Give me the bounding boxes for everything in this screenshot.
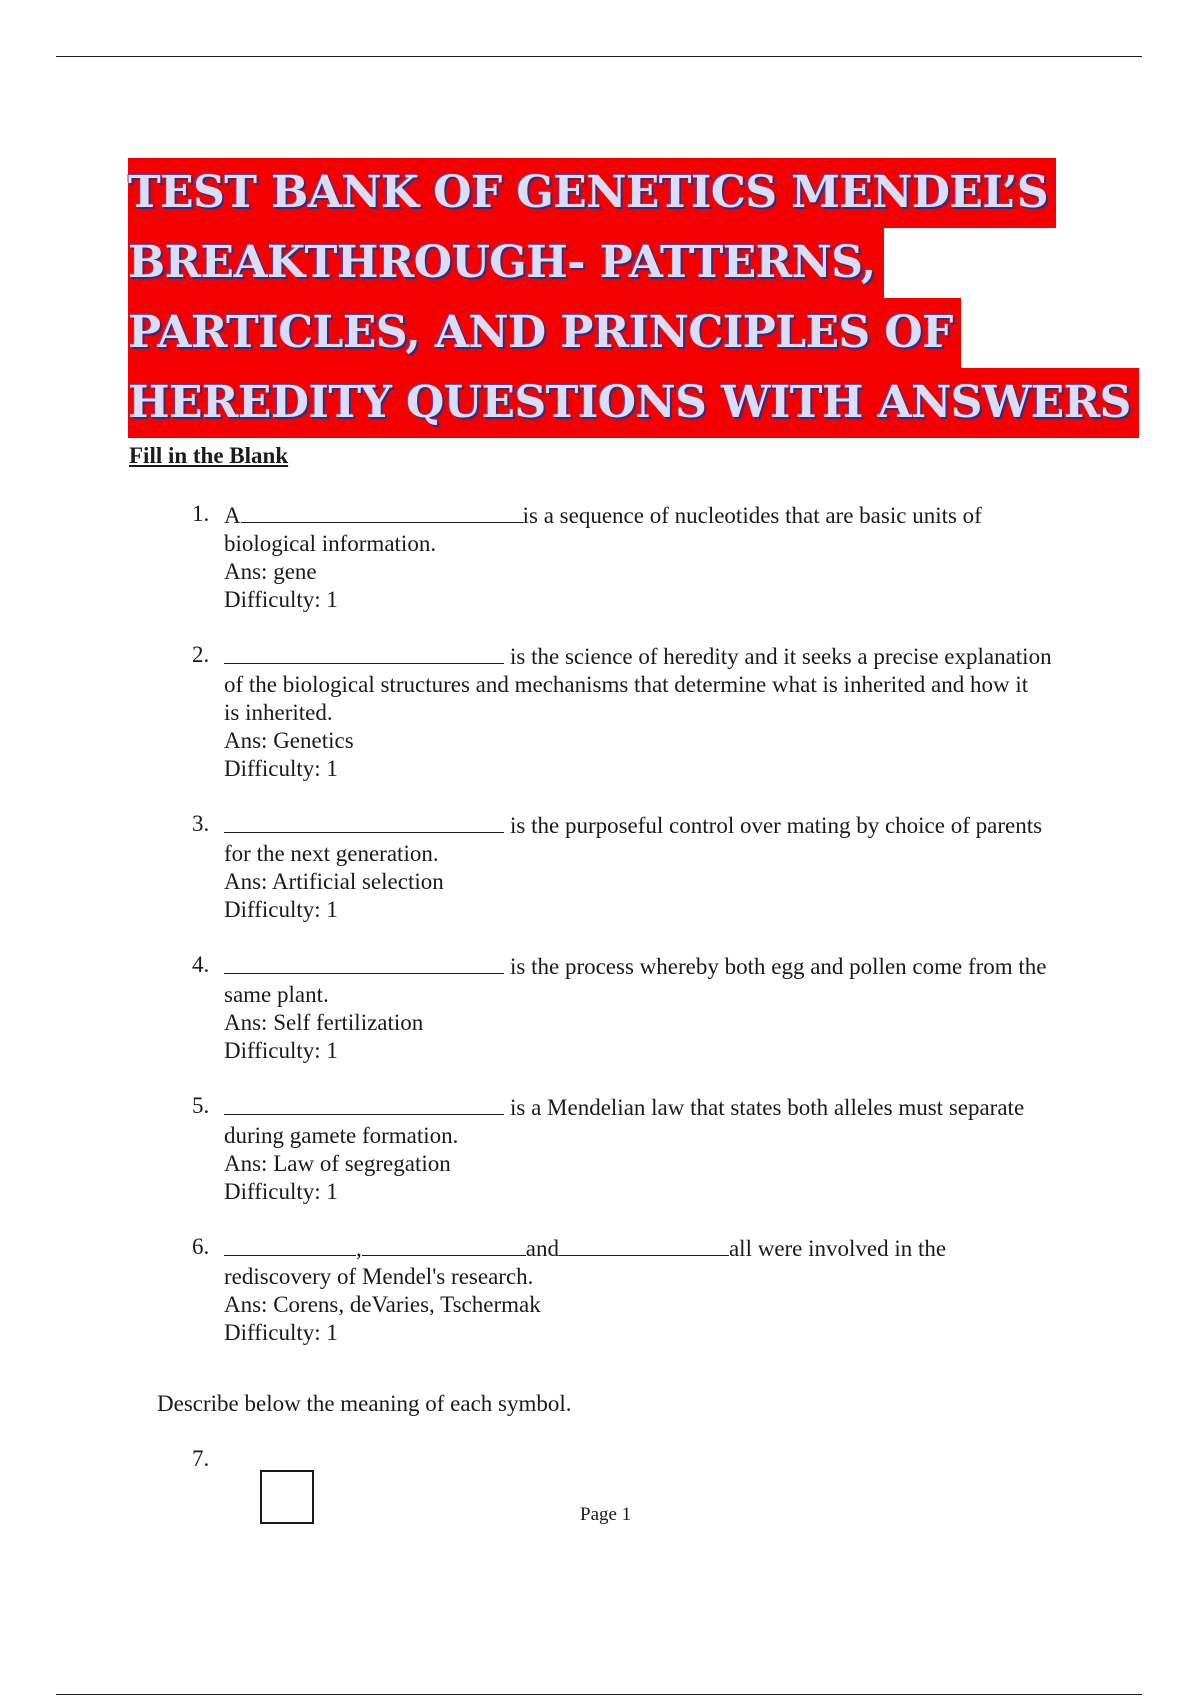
describe-instruction: Describe below the meaning of each symbol. (157, 1391, 572, 1416)
question-6 (192, 1233, 1092, 1347)
question-number: 6. (192, 1234, 210, 1259)
question-number: 5. (192, 1093, 210, 1118)
question-number: 4. (192, 952, 210, 977)
difficulty-text: Difficulty: 1 (224, 1038, 338, 1063)
question-text: during gamete formation. (224, 1123, 459, 1148)
question-text: is the purposeful control over mating by choice of parents (510, 813, 1043, 838)
question-line (224, 500, 1092, 530)
question-line (224, 1092, 1092, 1122)
question-line (224, 641, 1092, 671)
question-text: is the science of heredity and it seeks a precise explanation (510, 644, 1052, 669)
answer-text: Ans: Artificial selection (224, 869, 444, 894)
difficulty-text: Difficulty: 1 (224, 1179, 338, 1204)
answer-blank (362, 1233, 526, 1256)
document-title (128, 158, 1139, 438)
title-line: HEREDITY QUESTIONS WITH ANSWERS (128, 368, 1139, 438)
difficulty-text: Difficulty: 1 (224, 587, 338, 612)
bottom-rule (56, 1694, 1142, 1695)
question-1 (192, 500, 1092, 614)
question-text: same plant. (224, 982, 329, 1007)
difficulty-text: Difficulty: 1 (224, 1320, 338, 1345)
square-symbol-icon (260, 1470, 314, 1524)
question-list (192, 500, 1092, 1347)
answer-text: Ans: Corens, deVaries, Tschermak (224, 1292, 541, 1317)
question-3 (192, 810, 1092, 924)
section-heading: Fill in the Blank (129, 443, 289, 468)
answer-blank (224, 1092, 504, 1115)
question-text: is a sequence of nucleotides that are basic units of (522, 503, 982, 528)
question-7-number: 7. (192, 1446, 210, 1471)
question-text: biological information. (224, 531, 437, 556)
question-line (224, 810, 1092, 840)
question-text: of the biological structures and mechanisms that determine what is inherited and how it (224, 672, 1029, 697)
question-text: is inherited. (224, 700, 333, 725)
question-number: 3. (192, 811, 210, 836)
blank-separator: and (525, 1236, 559, 1261)
question-text: is the process whereby both egg and pollen come from the (510, 954, 1047, 979)
answer-blank (224, 1233, 356, 1256)
question-text: rediscovery of Mendel's research. (224, 1264, 534, 1289)
top-rule (56, 56, 1142, 57)
answer-text: Ans: Self fertilization (224, 1010, 424, 1035)
title-line: TEST BANK OF GENETICS MENDEL’S (128, 158, 1056, 228)
question-line (224, 1233, 1092, 1263)
blank-separator: , (356, 1236, 362, 1261)
question-2 (192, 641, 1092, 783)
difficulty-text: Difficulty: 1 (224, 897, 338, 922)
question-4 (192, 951, 1092, 1065)
page-number: Page 1 (580, 1504, 632, 1525)
title-line: PARTICLES, AND PRINCIPLES OF (128, 298, 961, 368)
question-line (224, 951, 1092, 981)
question-number: 1. (192, 501, 210, 526)
question-text: for the next generation. (224, 841, 439, 866)
question-5 (192, 1092, 1092, 1206)
answer-text: Ans: Law of segregation (224, 1151, 451, 1176)
answer-blank (241, 500, 523, 523)
answer-blank (224, 951, 504, 974)
title-line: BREAKTHROUGH- PATTERNS, (128, 228, 884, 298)
question-text: is a Mendelian law that states both alleles must separate (510, 1095, 1025, 1120)
answer-blank (224, 641, 504, 664)
question-prefix: A (224, 503, 241, 528)
answer-blank (224, 810, 504, 833)
answer-blank (559, 1233, 729, 1256)
question-number: 2. (192, 642, 210, 667)
difficulty-text: Difficulty: 1 (224, 756, 338, 781)
answer-text: Ans: gene (224, 559, 317, 584)
answer-text: Ans: Genetics (224, 728, 354, 753)
question-text: all were involved in the (728, 1236, 947, 1261)
